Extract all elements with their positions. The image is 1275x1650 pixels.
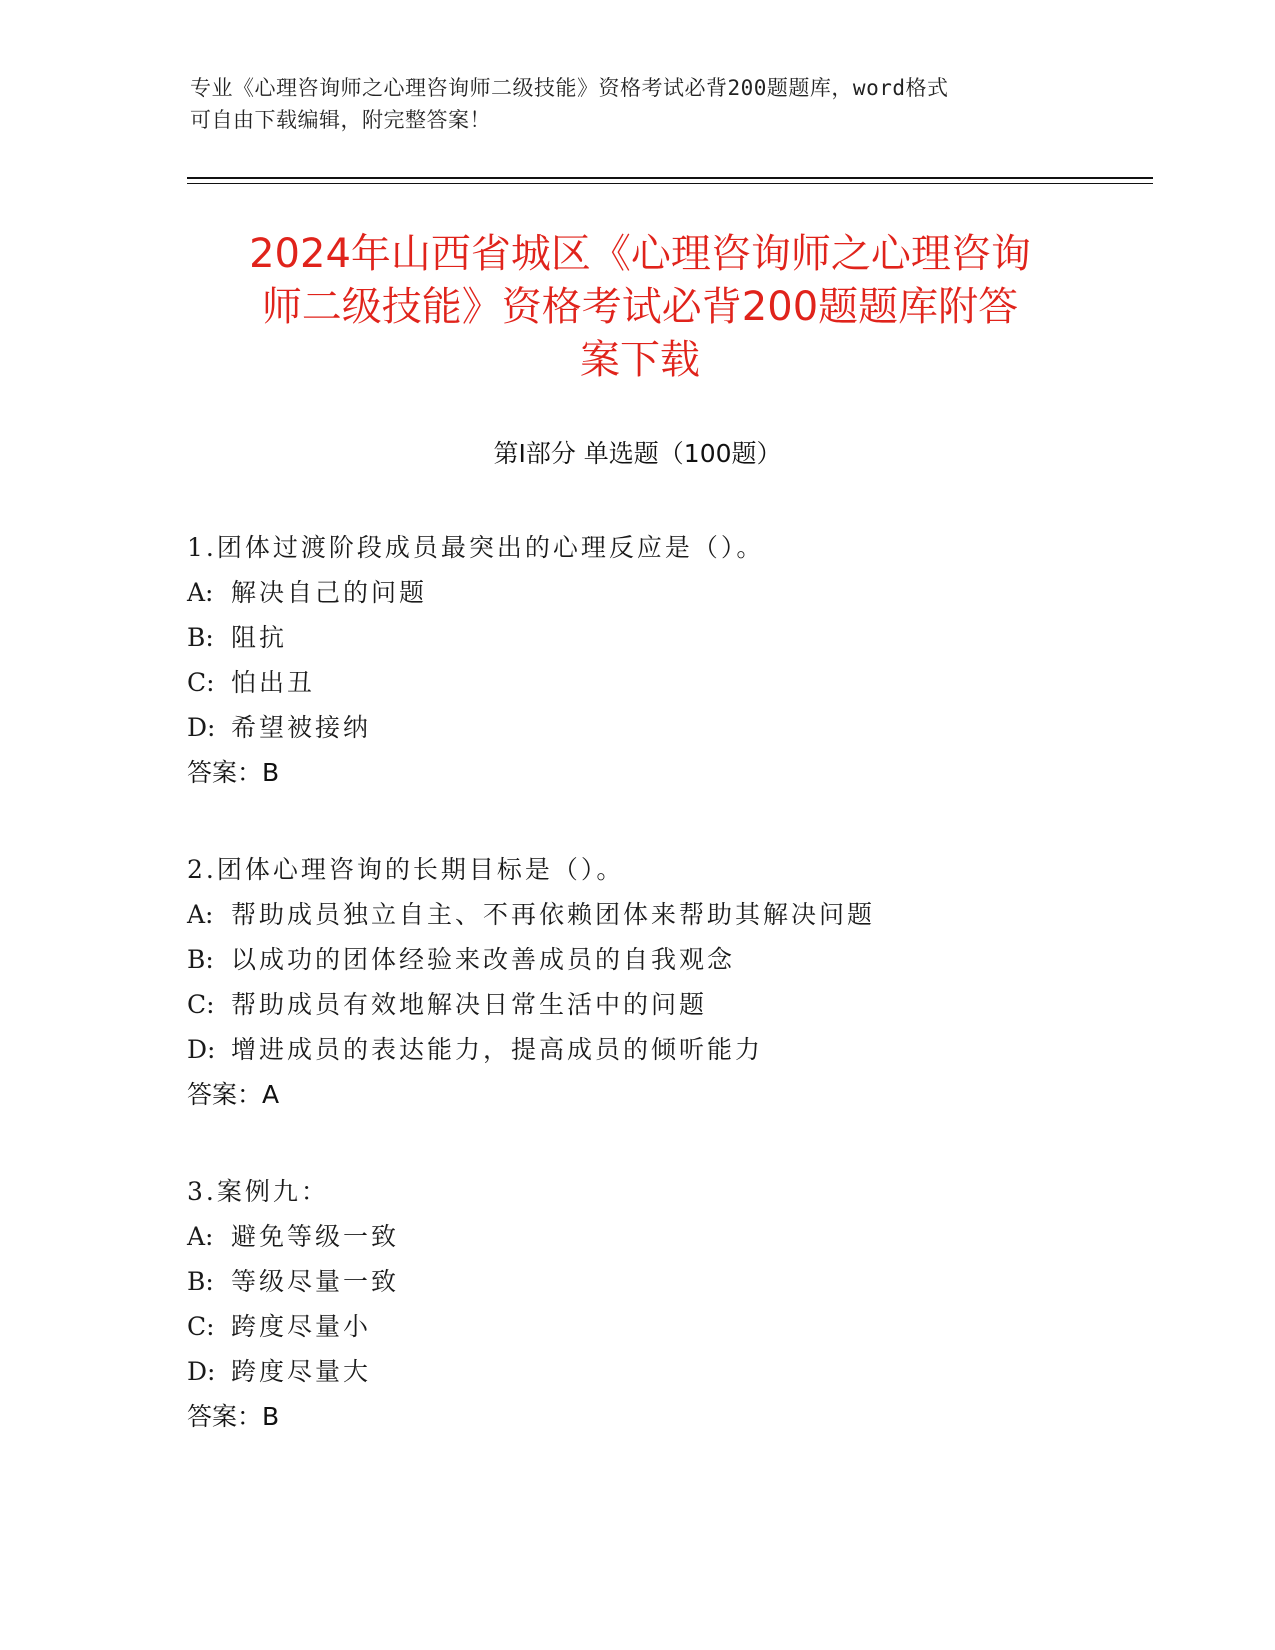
option-d — [187, 1349, 1147, 1394]
section-heading: 第Ⅰ部分 单选题（100题） — [493, 439, 782, 468]
option-text: 避免等级一致 — [231, 1222, 400, 1251]
option-label: B: — [187, 623, 214, 652]
option-b — [187, 937, 1147, 982]
option-label: D: — [187, 1035, 216, 1064]
option-text: 帮助成员独立自主、不再依赖团体来帮助其解决问题 — [231, 900, 876, 929]
option-d — [187, 1027, 1147, 1072]
question-2 — [187, 847, 1147, 1117]
header-rule-thin — [187, 183, 1153, 184]
option-text: 阻抗 — [231, 623, 288, 652]
option-text: 解决自己的问题 — [231, 578, 428, 607]
answer-line: 答案：A — [187, 1080, 280, 1109]
option-a — [187, 1214, 1147, 1259]
option-label: A: — [187, 578, 214, 607]
option-text: 以成功的团体经验来改善成员的自我观念 — [231, 945, 736, 974]
option-text: 怕出丑 — [231, 668, 316, 697]
option-text: 希望被接纳 — [231, 713, 372, 742]
question-3 — [187, 1169, 1147, 1439]
answer-line: 答案：B — [187, 1402, 280, 1431]
header-note — [190, 72, 1090, 136]
option-label: C: — [187, 1312, 215, 1341]
header-note-line-2: 可自由下载编辑，附完整答案！ — [190, 108, 491, 132]
option-label: B: — [187, 945, 214, 974]
option-label: A: — [187, 900, 214, 929]
document-title-line-2: 师二级技能》资格考试必背200题题库附答 — [261, 284, 1019, 330]
option-c — [187, 660, 1147, 705]
header-rule-thick — [187, 177, 1153, 179]
option-label: B: — [187, 1267, 214, 1296]
option-c — [187, 1304, 1147, 1349]
option-label: C: — [187, 668, 215, 697]
option-text: 增进成员的表达能力，提高成员的倾听能力 — [231, 1035, 764, 1064]
option-label: D: — [187, 1357, 216, 1386]
document-title — [160, 228, 1120, 387]
option-a — [187, 570, 1147, 615]
option-label: C: — [187, 990, 215, 1019]
option-text: 等级尽量一致 — [231, 1267, 400, 1296]
option-b — [187, 615, 1147, 660]
question-stem: 1.团体过渡阶段成员最突出的心理反应是（）。 — [187, 533, 765, 562]
answer-line: 答案：B — [187, 758, 280, 787]
option-a — [187, 892, 1147, 937]
question-stem: 2.团体心理咨询的长期目标是（）。 — [187, 855, 625, 884]
question-stem: 3.案例九： — [187, 1177, 329, 1206]
option-d — [187, 705, 1147, 750]
option-label: D: — [187, 713, 216, 742]
question-list — [187, 525, 1147, 1491]
question-1 — [187, 525, 1147, 795]
option-text: 跨度尽量大 — [231, 1357, 372, 1386]
document-title-line-3: 案下载 — [580, 337, 700, 383]
option-text: 帮助成员有效地解决日常生活中的问题 — [231, 990, 708, 1019]
option-c — [187, 982, 1147, 1027]
option-b — [187, 1259, 1147, 1304]
document-title-line-1: 2024年山西省城区《心理咨询师之心理咨询 — [249, 231, 1031, 277]
header-note-line-1: 专业《心理咨询师之心理咨询师二级技能》资格考试必背200题题库，word格式 — [190, 76, 949, 100]
option-label: A: — [187, 1222, 214, 1251]
option-text: 跨度尽量小 — [231, 1312, 372, 1341]
